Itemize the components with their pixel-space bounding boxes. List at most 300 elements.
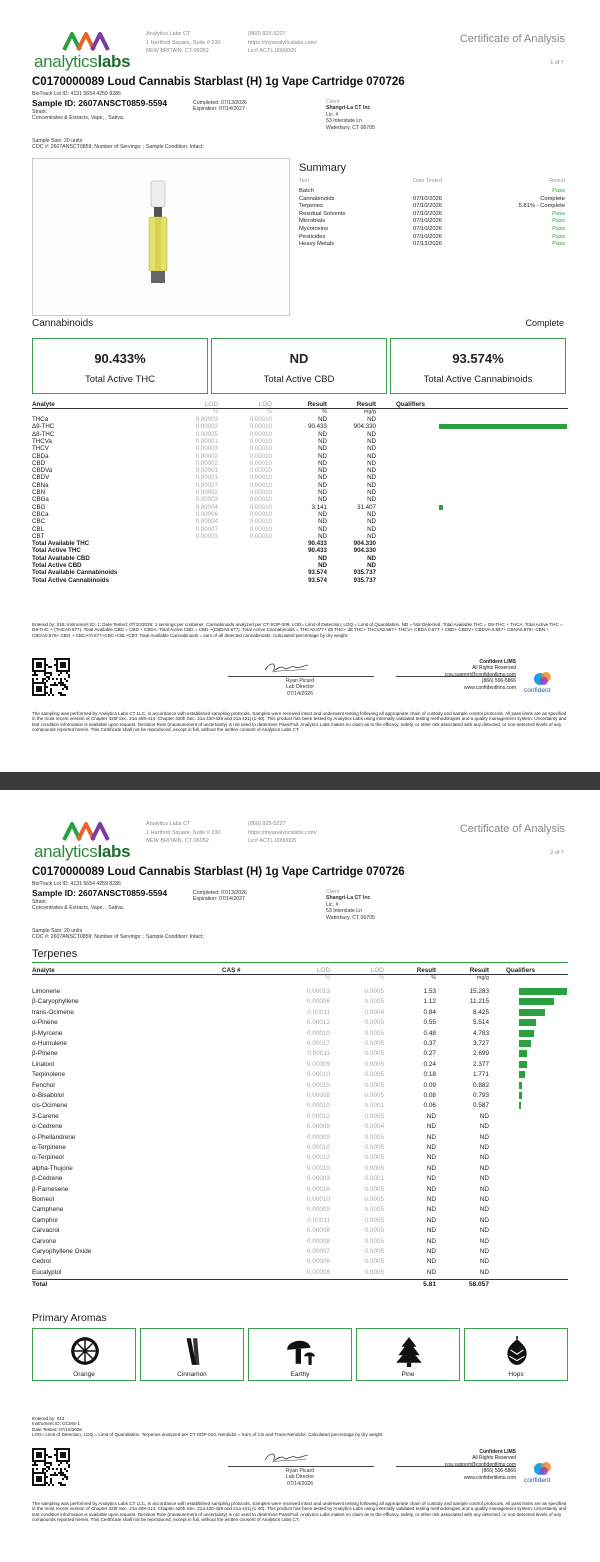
loq-value: 0.00010: [249, 423, 272, 431]
total-row: [32, 540, 568, 547]
page-number: 1 of 7: [550, 60, 564, 66]
loq-value: 0.0005: [364, 1029, 384, 1037]
result-pct: 90.433: [308, 423, 327, 431]
result-pct: ND: [318, 416, 327, 423]
result-pct: 0.37: [423, 1040, 436, 1047]
result-pct: ND: [318, 430, 327, 438]
result-mg: ND: [479, 1268, 489, 1276]
table-units: [32, 975, 568, 982]
certificate-title: Certificate of Analysis: [459, 823, 565, 835]
confident-logo-icon: [532, 670, 554, 686]
lod-value: 0.00003: [195, 423, 218, 431]
result-pct: ND: [318, 459, 327, 467]
lod-value: 0.00008: [306, 1227, 330, 1235]
result-bar: [519, 1009, 545, 1016]
table-row: [32, 445, 568, 452]
loq-value: 0.00010: [249, 518, 272, 526]
analyte-name: 3-Carene: [32, 1112, 59, 1120]
result-mg: 0.587: [473, 1102, 489, 1110]
aroma-box-cinnamon: [140, 1328, 244, 1381]
total-pct: 90.433: [308, 547, 327, 555]
loq-value: 0.0005: [364, 1092, 384, 1099]
total-pct: 93.574: [308, 569, 327, 577]
result-mg: ND: [479, 1175, 489, 1183]
lod-value: 0.00008: [306, 1268, 330, 1276]
result-bar: [519, 1102, 521, 1109]
result-bar: [519, 1050, 527, 1057]
analyte-name: β-Cedrene: [32, 1175, 63, 1183]
table-row: [32, 1113, 568, 1121]
product-title: C0170000089 Loud Cannabis Starblast (H) 1g Vape Cartridge 070726: [32, 76, 405, 88]
loq-value: 0.0001: [364, 1102, 384, 1110]
col-loq: LOQ: [370, 967, 384, 974]
lod-value: 0.00010: [306, 1164, 330, 1172]
terpene-note: LOD= Limit of Detection, LOQ = Limit of Quantitation. Terpenes analyzed per CT-SOP-010. Nerolidol = Sum of Cis and Trans-Nerolidol. Calculated percentage by dry weight.: [32, 1432, 384, 1438]
aroma-label: Pine: [401, 1371, 415, 1378]
table-row: [32, 1144, 568, 1152]
result-mg: ND: [367, 437, 376, 445]
analyte-name: CBT: [32, 532, 45, 540]
result-mg: 11.215: [469, 998, 489, 1006]
primary-aromas-title: Primary Aromas: [32, 1312, 107, 1324]
summary-date: 07/10/2026: [413, 203, 443, 210]
lod-value: 0.00005: [195, 430, 218, 438]
table-row: [32, 431, 568, 438]
loq-value: 0.0005: [364, 1154, 384, 1162]
table-row: [32, 1269, 568, 1277]
analyte-name: CBN: [32, 489, 46, 496]
confident-lims-info: Confident LIMS All Rights Reserved coa.support@confidentlims.com (866) 506-5866 www.confidentlims.com: [444, 1449, 516, 1481]
result-mg: ND: [479, 1248, 489, 1255]
total-mg: 935.737: [353, 569, 376, 577]
result-bar: [519, 1082, 522, 1089]
lod-value: 0.00008: [306, 1092, 330, 1099]
lod-value: 0.00008: [306, 1237, 330, 1245]
lod-value: 0.00007: [195, 525, 218, 533]
cannabinoid-total-box: [390, 338, 566, 394]
total-name: Total Active Cannabinoids: [32, 576, 110, 584]
result-pct: ND: [426, 1164, 436, 1172]
total-name: Total Available THC: [32, 540, 90, 548]
result-mg: ND: [479, 1185, 489, 1193]
summary-date: 07/10/2026: [413, 218, 443, 225]
lod-value: 0.00009: [306, 1123, 330, 1131]
result-pct: 0.06: [423, 1102, 436, 1110]
table-units: [32, 409, 568, 416]
loq-value: 0.00010: [249, 510, 272, 518]
col-qualifiers: Qualifiers: [506, 967, 536, 974]
summary-result: Pass: [552, 241, 565, 248]
result-bar: [519, 1092, 522, 1099]
table-row: [32, 1050, 568, 1058]
summary-row: [299, 218, 567, 225]
certificate-title: Certificate of Analysis: [459, 33, 565, 45]
loq-value: 0.00010: [249, 532, 272, 540]
summary-col-date: Date Tested: [413, 178, 443, 184]
loq-value: 0.0005: [364, 998, 384, 1006]
col-lod: LOD: [205, 401, 218, 408]
sample-id: Sample ID: 2607ANSCT0859-5594: [32, 888, 168, 898]
loq-value: 0.0005: [364, 1081, 384, 1089]
unit-lod: %: [213, 409, 218, 415]
table-row: [32, 518, 568, 525]
loq-value: 0.00010: [249, 503, 272, 511]
table-row: [32, 1154, 568, 1162]
box-label: Total Active Cannabinoids: [423, 374, 533, 385]
cinnamon-icon: [177, 1335, 209, 1367]
summary-date: 07/10/2026: [413, 233, 443, 240]
table-row: [32, 1102, 568, 1110]
result-pct: 3.141: [311, 503, 327, 511]
analyte-name: α-Pinene: [32, 1019, 58, 1027]
loq-value: 0.00010: [249, 430, 272, 438]
sample-size: Sample Size: 20 units COC #: 2607ANSCT0859; Number of Servings: ; Sample Condition: Intact;: [32, 138, 204, 151]
terpene-note: Entered by: 013: [32, 1416, 65, 1421]
summary-row: [299, 211, 567, 218]
table-row: [32, 1196, 568, 1204]
table-row: [32, 474, 568, 481]
lod-value: 0.00007: [306, 1248, 330, 1255]
result-mg: ND: [479, 1258, 489, 1266]
result-mg: ND: [479, 1123, 489, 1131]
table-row: [32, 533, 568, 540]
loq-value: 0.00010: [249, 416, 272, 423]
loq-value: 0.0005: [364, 1185, 384, 1193]
col-lod: LOD: [317, 967, 330, 974]
loq-value: 0.0005: [364, 1268, 384, 1276]
terpene-notes: [32, 1416, 568, 1438]
result-mg: ND: [367, 532, 376, 540]
total-name: Total Active CBD: [32, 562, 82, 569]
loq-value: 0.0005: [364, 1050, 384, 1058]
result-pct: 0.08: [423, 1092, 436, 1099]
unit-result: %: [431, 975, 436, 981]
lod-value: 0.00010: [306, 1029, 330, 1037]
result-mg: 5.514: [473, 1019, 489, 1027]
loq-value: 0.00010: [249, 452, 272, 460]
result-pct: ND: [318, 496, 327, 504]
lab-contact: (860) 925-5227 https://myanalyticslabs.com/ Lic# ACTL.0000005: [248, 31, 317, 54]
result-mg: 31.407: [357, 503, 376, 511]
loq-value: 0.0005: [364, 1237, 384, 1245]
result-pct: ND: [426, 1258, 436, 1266]
summary-col-test: Test: [299, 178, 310, 184]
summary-header: [299, 178, 567, 185]
summary-col-result: Result: [549, 178, 565, 184]
cannabinoid-notes: Entered by: 019; Instrument ID: 1; Date Tested: 07/10/2026; 1 servings per container. Cannabinoids analyzed per CT-SOP-009. LOD= Limit of Detection, LOQ = Limit of Quantitation, ND = Not Detected. Total Available THC = D9-THC + THCA. Total Active THC = D9-THC + (THCA0.877). Total Available CBD = CBD + CBDA. Total Active CBD = CBD +(CBDA0.877). Total Active Cannabinoids = THCA0.877+ d9 THC+ d8 THC+ THCVA0.867+ THCV+ CBDA 0.877 + CBD+ CBDV+ CBDVA 0.867+ CBNA0.876+ CBN + CBGA0.878+ CBG + CBCA*0.877+CBC+CBL+CBT. Total Available Cannabinoids = sum of all detected cannabinoids. Calculated percentage by dry weight.: [32, 622, 563, 638]
box-label: Total Active THC: [84, 374, 156, 385]
table-row: [32, 1061, 568, 1069]
table-row: [32, 1258, 568, 1266]
vape-cartridge-image: [33, 159, 291, 317]
unit-mg: mg/g: [363, 409, 376, 415]
lod-value: 0.00010: [306, 1071, 330, 1079]
sample-id: Sample ID: 2607ANSCT0859-5594: [32, 98, 168, 108]
loq-value: 0.00010: [249, 474, 272, 482]
loq-value: 0.0005: [364, 1164, 384, 1172]
biotrack-lot: BioTrack Lot ID: 4131 5654 4259 8286: [32, 881, 121, 887]
table-row: [32, 526, 568, 533]
analyte-name: Camphor: [32, 1216, 59, 1224]
summary-test: Cannabinoids: [299, 195, 335, 202]
analyte-name: trans-Ocimene: [32, 1008, 74, 1016]
result-pct: ND: [426, 1268, 436, 1276]
coa-page-2: [0, 790, 600, 1562]
result-bar: [519, 1040, 531, 1047]
analyte-name: CBL: [32, 525, 45, 533]
result-mg: ND: [479, 1206, 489, 1214]
hops-icon: [501, 1335, 533, 1367]
table-row: [32, 1227, 568, 1235]
result-mg: 904.330: [353, 423, 376, 431]
analyte-name: β-Myrcene: [32, 1029, 63, 1037]
aroma-box-earthy: [248, 1328, 352, 1381]
total-row: [32, 555, 568, 562]
analyte-name: α-Phellandrene: [32, 1133, 76, 1141]
table-row: [32, 467, 568, 474]
sample-dates: Completed: 07/13/2026 Expiration: 07/14/2027: [193, 890, 247, 903]
loq-value: 0.0004: [364, 1008, 384, 1016]
result-bar: [519, 988, 567, 995]
result-mg: ND: [367, 445, 376, 453]
signature-block: Ryan Picard Lab Director 07/14/2026: [285, 678, 315, 697]
analyte-name: CBDa: [32, 452, 49, 460]
terpene-note: Instrument ID: GCMS-1: [32, 1421, 80, 1427]
result-mg: ND: [479, 1144, 489, 1151]
disclaimer: The sampling was performed by Analytics Labs CT LLC, in accordance with established sampling protocols. Samples were received intact and underwent testing following all appropriate chain of custody and sample control protocols. All pass limits are as specified in the most recent version of Chapter 420f Sec. 21a 408-414, Chapter 420h Sec. 21a 420-429 and 21a 421j (1-40). This product has been tested by Analytics Labs using internally validated testing methodologies and a quality management system. Uncertainty and test condition information is available upon request. Decision Rule (measurement of uncertainty) is not used to determine Pass/Fail. Analytics Labs makes no claim as to the efficacy, safety, or other risk associated with any detected, or non-detected levels of any compounds reported herein. This Certificate shall not be reproduced, except in full, without the written consent of Analytics Labs CT.: [32, 1501, 567, 1523]
total-mg: 904.330: [353, 540, 376, 548]
result-pct: 0.18: [423, 1071, 436, 1079]
loq-value: 0.0005: [364, 1019, 384, 1027]
result-mg: ND: [367, 474, 376, 482]
signature-image: [262, 1450, 312, 1466]
table-row: [32, 1186, 568, 1194]
result-mg: ND: [367, 525, 376, 533]
aroma-label: Orange: [73, 1371, 95, 1378]
analyte-name: Carvone: [32, 1237, 57, 1245]
confident-brand-text: confident: [524, 687, 551, 694]
analyte-name: Camphene: [32, 1206, 64, 1214]
result-pct: ND: [426, 1216, 436, 1224]
product-photo: [32, 158, 290, 316]
box-value: 90.433%: [94, 351, 146, 366]
result-pct: 0.27: [423, 1050, 436, 1058]
lod-value: 0.00007: [195, 481, 218, 489]
terpene-note: Date Tested: 07/10/2026: [32, 1426, 82, 1432]
analyte-name: Borneol: [32, 1196, 55, 1203]
mushroom-icon: [285, 1335, 317, 1367]
unit-loq: %: [267, 409, 272, 415]
table-row: [32, 489, 568, 496]
table-row: [32, 988, 568, 996]
total-mg: 58.057: [468, 1281, 489, 1289]
result-mg: ND: [367, 467, 376, 475]
result-bar: [519, 1030, 534, 1037]
result-pct: ND: [426, 1227, 436, 1235]
summary-test: Microbials: [299, 218, 326, 225]
analyte-name: Linalool: [32, 1060, 55, 1068]
summary-row: [299, 203, 567, 210]
total-mg: ND: [367, 554, 376, 562]
qr-code-icon: [32, 658, 70, 696]
loq-value: 0.0005: [364, 1144, 384, 1151]
signature-block: Ryan Picard Lab Director 07/14/2026: [285, 1468, 315, 1487]
lod-value: 0.00003: [195, 532, 218, 540]
loq-value: 0.00010: [249, 459, 272, 467]
summary-result: Complete: [540, 195, 565, 202]
total-name: Total: [32, 1281, 48, 1289]
result-pct: ND: [426, 1154, 436, 1162]
total-row: [32, 562, 568, 569]
result-pct: ND: [426, 1144, 436, 1151]
lod-value: 0.00004: [195, 518, 218, 526]
result-mg: ND: [367, 489, 376, 496]
result-mg: 2.377: [473, 1060, 489, 1068]
total-name: Total Active THC: [32, 547, 81, 555]
result-pct: ND: [318, 525, 327, 533]
result-bar: [519, 1061, 527, 1068]
total-pct: ND: [318, 562, 327, 569]
lod-value: 0.00006: [306, 1258, 330, 1266]
result-mg: 0.882: [473, 1081, 489, 1089]
table-row: [32, 1206, 568, 1214]
result-mg: ND: [479, 1164, 489, 1172]
aroma-label: Cinnamon: [177, 1371, 207, 1378]
result-pct: ND: [318, 474, 327, 482]
result-pct: ND: [426, 1248, 436, 1255]
confident-logo-icon: [532, 1460, 554, 1476]
result-mg: ND: [367, 481, 376, 489]
loq-value: 0.00010: [249, 525, 272, 533]
summary-test: Pesticides: [299, 233, 326, 240]
box-label: Total Active CBD: [263, 374, 335, 385]
col-analyte: Analyte: [32, 967, 55, 974]
loq-value: 0.0001: [364, 1175, 384, 1183]
table-row: [32, 482, 568, 489]
analyte-name: Δ8-THC: [32, 430, 55, 438]
result-bar: [439, 505, 443, 510]
col-result: Result: [307, 401, 327, 408]
confident-lims-info: Confident LIMS All Rights Reserved coa.support@confidentlims.com (866) 506-5866 www.confidentlims.com: [444, 659, 516, 691]
loq-value: 0.00010: [249, 489, 272, 496]
table-header: [32, 967, 568, 975]
result-mg: ND: [479, 1112, 489, 1120]
result-pct: ND: [426, 1237, 436, 1245]
table-row: [32, 1009, 568, 1017]
lod-value: 0.00012: [306, 1154, 330, 1162]
col-loq: LOQ: [258, 401, 272, 408]
lab-address: Analytics Labs CT 1 Hartford Square, Suite # 230 NEW BRITAIN, CT 06052: [146, 31, 221, 54]
analyte-name: CBCa: [32, 510, 49, 518]
table-row: [32, 453, 568, 460]
sample-size: Sample Size: 20 units COC #: 2607ANSCT0859; Number of Servings: ; Sample Condition: Intact;: [32, 928, 204, 941]
summary-result: Pass: [552, 233, 565, 240]
result-pct: ND: [426, 1133, 436, 1141]
analyte-name: β-Farnesene: [32, 1185, 69, 1193]
analyte-name: CBGa: [32, 496, 49, 504]
summary-row: [299, 241, 567, 248]
cannabinoid-total-box: [32, 338, 208, 394]
table-header: [32, 401, 568, 409]
lod-value: 0.00002: [195, 489, 218, 496]
lod-value: 0.00012: [306, 1112, 330, 1120]
result-mg: ND: [367, 459, 376, 467]
table-row: [32, 998, 568, 1006]
analyte-name: CBNa: [32, 481, 49, 489]
lod-value: 0.00001: [195, 437, 218, 445]
loq-value: 0.0005: [364, 1040, 384, 1047]
page-separator: [0, 772, 600, 790]
lod-value: 0.00003: [195, 416, 218, 423]
col-cas: CAS #: [222, 967, 241, 974]
summary-test: Residual Solvents: [299, 210, 346, 217]
result-mg: ND: [479, 1133, 489, 1141]
cannabinoid-total-box: [211, 338, 387, 394]
loq-value: 0.00010: [249, 445, 272, 453]
total-pct: 93.574: [308, 576, 327, 584]
analyte-name: Cedrol: [32, 1258, 51, 1266]
total-name: Total Available Cannabinoids: [32, 569, 118, 577]
result-pct: 1.12: [423, 998, 436, 1006]
summary-title: Summary: [299, 162, 347, 174]
loq-value: 0.0005: [364, 1248, 384, 1255]
analyte-name: CBG: [32, 503, 46, 511]
summary-row: [299, 226, 567, 233]
total-row: [32, 577, 568, 584]
result-mg: ND: [367, 452, 376, 460]
analytics-labs-logo-text: analyticslabs: [34, 842, 131, 861]
analytics-labs-logo-icon: [62, 30, 112, 52]
lod-value: 0.00003: [195, 496, 218, 504]
lod-value: 0.00012: [306, 1019, 330, 1027]
summary-date: 07/10/2026: [413, 226, 443, 232]
lod-value: 0.00006: [306, 998, 330, 1006]
biotrack-lot: BioTrack Lot ID: 4131 5654 4259 8286: [32, 91, 121, 97]
result-pct: ND: [426, 1123, 436, 1131]
terpenes-title: Terpenes: [32, 948, 78, 960]
sample-dates: Completed: 07/13/2026 Expiration: 07/14/2027: [193, 100, 247, 113]
result-mg: 2.699: [473, 1050, 489, 1058]
summary-date: 07/10/2026: [413, 195, 443, 202]
loq-value: 0.0005: [364, 1071, 384, 1079]
lod-value: 0.00004: [195, 503, 218, 511]
table-row: [32, 504, 568, 511]
analytics-labs-logo-icon: [62, 820, 112, 842]
result-pct: ND: [318, 518, 327, 526]
lod-value: 0.00013: [306, 988, 330, 995]
summary-row: [299, 196, 567, 203]
lod-value: 0.00010: [306, 1144, 330, 1151]
table-row: [32, 416, 568, 423]
confident-brand-text: confident: [524, 1477, 551, 1484]
total-row: [32, 569, 568, 576]
result-pct: 1.53: [423, 988, 436, 995]
result-bar: [519, 1071, 525, 1078]
result-pct: ND: [426, 1185, 436, 1193]
summary-test: Heavy Metals: [299, 241, 335, 248]
analyte-name: Caryophyllene Oxide: [32, 1248, 92, 1255]
summary-result: Pass: [552, 210, 565, 217]
aroma-box-pine: [356, 1328, 460, 1381]
summary-date: 07/13/2026: [413, 241, 443, 248]
result-mg: ND: [479, 1237, 489, 1245]
table-row: [32, 1030, 568, 1038]
table-row: [32, 1082, 568, 1090]
analyte-name: CBD: [32, 459, 46, 467]
summary-test: Terpenes: [299, 203, 323, 210]
analyte-name: cis-Ocimene: [32, 1102, 68, 1110]
unit-mg: mg/g: [476, 975, 489, 981]
